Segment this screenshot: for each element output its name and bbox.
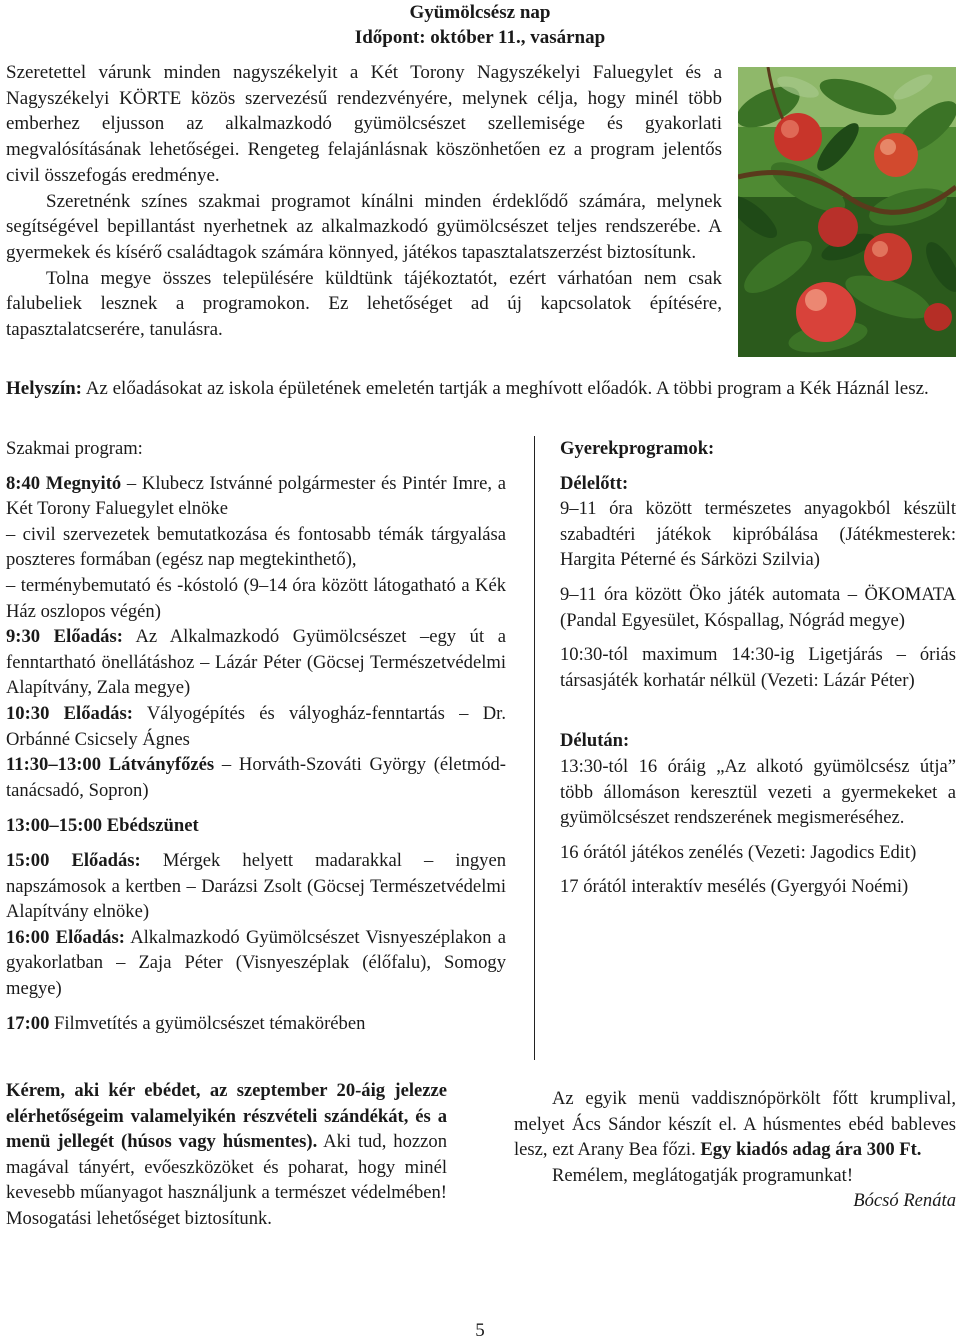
intro-section	[6, 60, 722, 343]
afternoon-item-1: 13:30-tól 16 óráig „Az alkotó gyümölcsész útja” több állomáson keresztül vezeti a gyermekeket a gyümölcsészet rendszerének megismeréséhez.	[560, 755, 956, 829]
program-time: 17:00	[6, 1013, 50, 1035]
children-program-heading: Gyerekprogramok:	[560, 438, 715, 459]
professional-program	[6, 436, 506, 1037]
menu-description: Az egyik menü vaddisznópörkölt főtt krumplival, melyet Ács Sándor készít el. A húsmentes ebéd bableves lesz, ezt Arany Bea főzi.	[514, 1088, 956, 1161]
program-item-lecture-4	[6, 925, 506, 1002]
document-title	[0, 0, 960, 51]
program-item-cooking	[6, 752, 506, 803]
lunch-registration-bold: Kérem, aki kér ebédet, az szeptember 20-áig jelezze elérhetőségeim valamelyikén részvételi szándékát, és a menü jellegét (húsos vagy húsmentes).	[6, 1080, 447, 1153]
morning-item-2: 9–11 óra között Öko játék automata – ÖKOMATA (Pandal Egyesület, Kóspallag, Nógrád megye)	[560, 583, 956, 631]
afternoon-item-2: 16 órától játékos zenélés (Vezeti: Jagodics Edit)	[560, 841, 917, 863]
program-time: 10:30 Előadás:	[6, 702, 133, 724]
program-text: Az Alkalmazkodó Gyümölcsészet –egy út a fenntartható önellátáshoz – Lázár Péter (Göcsej Természetvédelmi Alapítvány, Zala megye)	[6, 626, 506, 699]
menu-text	[514, 1086, 956, 1163]
program-time: 15:00 Előadás:	[6, 849, 141, 871]
location-label: Helyszín:	[6, 378, 82, 399]
lunch-registration-text: Aki tud, hozzon magával tányért, evőeszközöket és poharat, hogy minél kevesebb műanyagot használjunk a természet védelmében! Mosogatási lehetőséget biztosítunk.	[6, 1131, 447, 1229]
program-item-lunch: 13:00–15:00 Ebédszünet	[6, 815, 199, 837]
closing-line: Remélem, meglátogatják programunkat!	[552, 1164, 854, 1186]
children-program	[560, 436, 956, 900]
column-divider	[534, 436, 535, 1060]
program-item-lecture-2	[6, 701, 506, 752]
lunch-registration	[6, 1078, 447, 1232]
program-time: 11:30–13:00 Látványfőzés	[6, 754, 215, 776]
menu-price: Egy kiadós adag ára 300 Ft.	[700, 1139, 922, 1161]
intro-paragraph-2: Szeretnénk színes szakmai programot kínálni minden érdeklődő számára, melynek segítségével bepillantást nyerhetnek az alkalmazkodó gyümölcsészet teljes rendszerébe. A gyermekek és kísérő családtagok számára könnyed, játékos tapasztalatszerzést biztosítunk.	[6, 190, 722, 263]
morning-item-3: 10:30-tól maximum 14:30-ig Ligetjárás – óriás társasjáték korhatár nélkül (Vezeti: Lázár Péter)	[560, 644, 956, 691]
location-text: Az előadásokat az iskola épületének emeletén tartják a meghívott előadók. A többi program a Kék Háznál lesz.	[82, 378, 929, 399]
program-item-lecture-3	[6, 848, 506, 925]
program-item-opening	[6, 471, 506, 522]
program-subitem-posters: – civil szervezetek bemutatkozása és fontosabb témák tárgyalása poszteres formában (egész nap megtekinthető),	[6, 523, 506, 571]
apple-tree-icon	[738, 67, 956, 357]
program-text: Filmvetítés a gyümölcsészet témakörében	[49, 1013, 366, 1035]
morning-label: Délelőtt:	[560, 472, 629, 494]
program-item-lecture-1	[6, 624, 506, 701]
event-title: Gyümölcsész nap	[409, 2, 551, 23]
program-text: Alkalmazkodó Gyümölcsészet Visnyeszéplakon a gyakorlatban – Zaja Péter (Visnyeszéplak (élőfalu), Somogy megye)	[6, 926, 506, 999]
event-date: Időpont: október 11., vasárnap	[354, 27, 606, 49]
intro-paragraph-1: Szeretettel várunk minden nagyszékelyit a Két Torony Nagyszékelyi Faluegylet és a Nagyszékelyi KÖRTE közös szervezésű rendezvényére, melynek célja, hogy minél több emberhez eljusson az alkalmazkodó gyümölcsészet szellemisége és gyakorlati megvalósításának lehetőségei. Rengeteg felajánlásnak köszönhetően ez a program jelentős civil összefogás eredménye.	[6, 62, 722, 186]
program-text: – Horváth-Szováti György (életmód-tanácsadó, Sopron)	[6, 754, 506, 801]
professional-program-heading: Szakmai program:	[6, 438, 143, 459]
signature: Bócsó Renáta	[853, 1190, 956, 1212]
location-section	[6, 376, 956, 402]
page-number: 5	[475, 1320, 485, 1341]
apple-tree-photo	[738, 67, 956, 357]
program-time: 16:00 Előadás:	[6, 926, 125, 948]
intro-paragraph-3: Tolna megye összes településére küldtünk tájékoztatót, ezért várhatóan nem csak falubeliek lesznek a programokon. Ez lehetőséget ad új kapcsolatok építésére, tapasztalatcserére, tanulásra.	[6, 267, 722, 341]
program-time: 8:40 Megnyitó	[6, 472, 122, 494]
morning-item-1: 9–11 óra között természetes anyagokból készült szabadtéri játékok kipróbálása (Játékmesterek: Hargita Péterné és Sárközi Szilvia)	[560, 498, 956, 571]
program-item-film	[6, 1011, 506, 1037]
program-time: 9:30 Előadás:	[6, 626, 123, 648]
afternoon-item-3: 17 órától interaktív mesélés (Gyergyói Noémi)	[560, 876, 909, 898]
program-text: Mérgek helyett madarakkal – ingyen napszámosok a kertben – Darázsi Zsolt (Göcsej Természetvédelmi Alapítvány elnöke)	[6, 849, 506, 923]
afternoon-label: Délután:	[560, 730, 630, 752]
program-subitem-tasting: – terménybemutató és -kóstoló (9–14 óra között látogatható a Kék Ház oszlopos végén)	[6, 574, 506, 622]
program-text: – Klubecz Istvánné polgármester és Pintér Imre, a Két Torony Faluegylet elnöke	[6, 472, 507, 520]
program-text: Vályogépítés és vályogház-fenntartás – Dr. Orbánné Csicsely Ágnes	[6, 702, 506, 750]
menu-info	[514, 1086, 956, 1214]
